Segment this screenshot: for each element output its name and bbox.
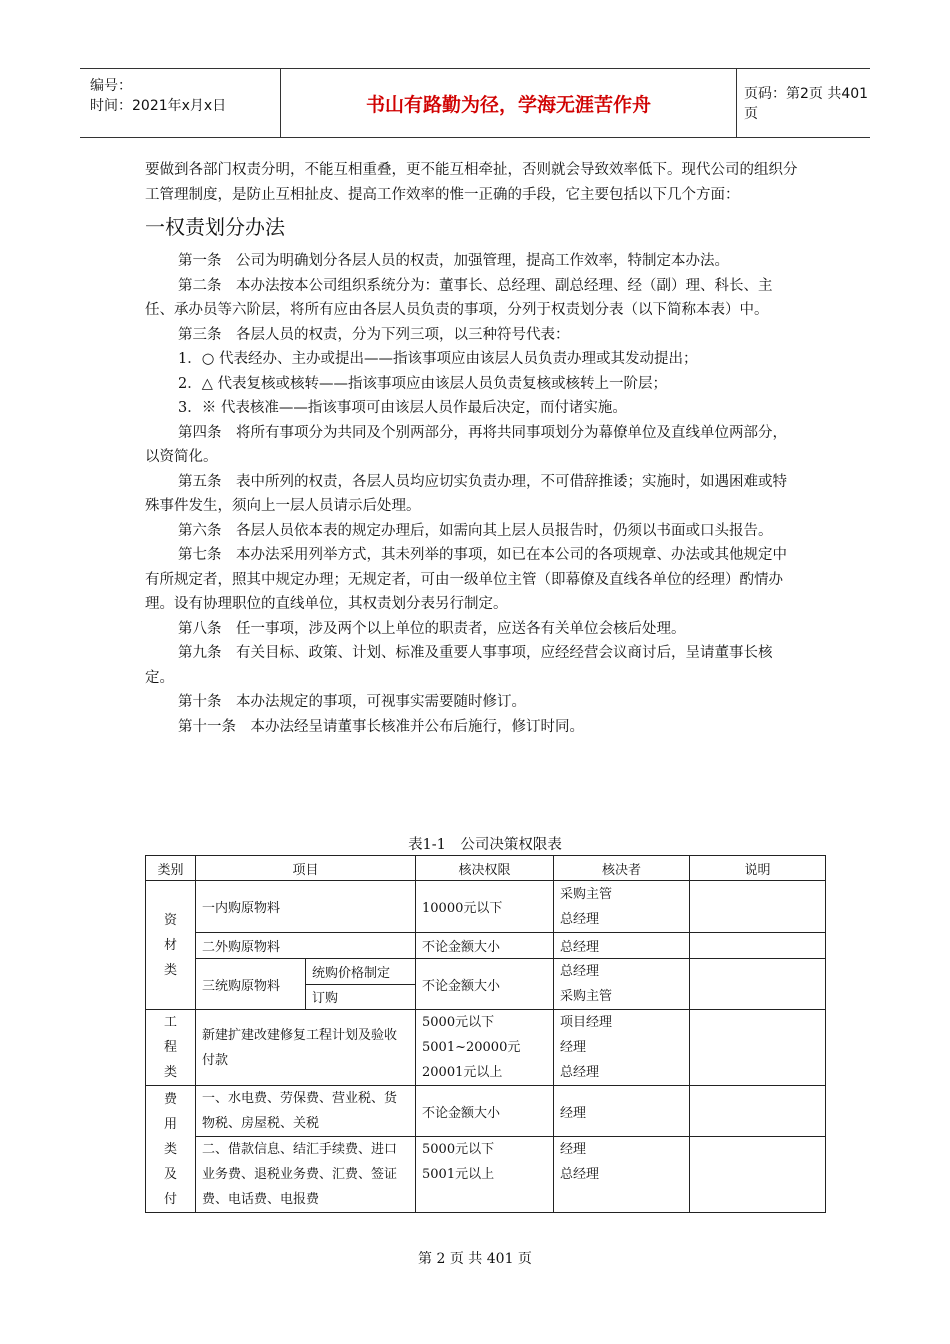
limit-cell: 不论金额大小 (416, 1086, 554, 1137)
remark-cell (690, 881, 826, 933)
article-7: 第七条 本办法采用列举方式，其未列举的事项，如已在本公司的各项规章、办法或其他规定中有所规定者，照其中规定办理；无规定者，可由一级单位主管（即幕僚及直线各单位的经理）酌情办理。设有协理职位的直线单位，其权责划分表另行制定。 (145, 547, 787, 612)
article-1: 第一条 公司为明确划分各层人员的权责，加强管理，提高工作效率，特制定本办法。 (178, 253, 729, 269)
subitem-cell: 订购 (306, 984, 416, 1010)
section-heading: 一权责划分办法 (145, 215, 285, 239)
symbol-item-1: 1．○ 代表经办、主办或提出——指该事项应由该层人员负责办理或其发动提出； (178, 351, 698, 367)
item-cell: 新建扩建改建修复工程计划及验收付款 (196, 1010, 416, 1086)
approver-cell: 经理 总经理 (554, 1137, 690, 1213)
remark-cell (690, 1010, 826, 1086)
article-2: 第二条 本办法按本公司组织系统分为：董事长、总经理、副总经理、经（副）理、科长、主任、承办员等六阶层，将所有应由各层人员负责的事项，分列于权责划分表（以下简称本表）中。 (145, 277, 773, 318)
doc-date: 时间：2021年x月x日 (90, 98, 227, 114)
remark-cell (690, 959, 826, 1010)
article-9: 第九条 有关目标、政策、计划、标准及重要人事事项，应经经营会议商讨后，呈请董事长核定。 (145, 645, 773, 686)
article-3: 第三条 各层人员的权责，分为下列三项，以三种符号代表： (178, 326, 570, 343)
table-caption: 表1-1 公司决策权限表 (408, 837, 562, 853)
page-header (80, 68, 870, 138)
doc-number-label: 编号： (90, 78, 132, 94)
subitem-cell: 统购价格制定 (306, 959, 416, 985)
category-materials: 资 材 类 (146, 881, 196, 1010)
table-header-row (146, 856, 826, 881)
header-left (80, 69, 280, 137)
header-page-info: 页码：第2页 共401页 (744, 86, 869, 122)
header-remark: 说明 (690, 856, 826, 881)
table-row (146, 881, 826, 933)
approver-cell: 经理 (554, 1086, 690, 1137)
category-expense: 费 用 类 及 付 (146, 1086, 196, 1213)
header-category: 类别 (146, 856, 196, 881)
header-limit: 核决权限 (416, 856, 554, 881)
article-11: 第十一条 本办法经呈请董事长核准并公布后施行，修订时同。 (178, 718, 584, 735)
table-row (146, 1086, 826, 1137)
article-5: 第五条 表中所列的权责，各层人员均应切实负责办理，不可借辞推诿；实施时，如遇困难或特殊事件发生，须向上一层人员请示后处理。 (145, 473, 787, 514)
decision-authority-table (145, 855, 826, 1213)
table-row (146, 959, 826, 985)
table-row (146, 1010, 826, 1086)
article-6: 第六条 各层人员依本表的规定办理后，如需向其上层人员报告时，仍须以书面或口头报告。 (178, 522, 773, 539)
approver-cell: 项目经理 经理 总经理 (554, 1010, 690, 1086)
article-4: 第四条 将所有事项分为共同及个别两部分，再将共同事项划分为幕僚单位及直线单位两部分，以资简化。 (145, 424, 787, 465)
header-slogan: 书山有路勤为径，学海无涯苦作舟 (280, 69, 737, 137)
article-8: 第八条 任一事项，涉及两个以上单位的职责者，应送各有关单位会核后处理。 (178, 620, 686, 637)
remark-cell (690, 1137, 826, 1213)
intro-paragraph: 要做到各部门权责分明，不能互相重叠，更不能互相牵扯，否则就会导致效率低下。现代公司的组织分工管理制度，是防止互相扯皮、提高工作效率的惟一正确的手段，它主要包括以下几个方面： (145, 162, 798, 203)
page-footer: 第 2 页 共 401 页 (418, 1251, 532, 1267)
approver-cell: 采购主管 总经理 (554, 881, 690, 933)
limit-cell: 不论金额大小 (416, 933, 554, 959)
approver-cell: 总经理 (554, 933, 690, 959)
limit-cell: 5000元以下 5001~20000元 20001元以上 (416, 1010, 554, 1086)
item-cell: 一内购原物料 (196, 881, 416, 933)
item-cell: 二、借款信息、结汇手续费、进口业务费、退税业务费、汇费、签证费、电话费、电报费 (196, 1137, 416, 1213)
item-cell: 二外购原物料 (196, 933, 416, 959)
remark-cell (690, 933, 826, 959)
header-item: 项目 (196, 856, 416, 881)
limit-cell: 5000元以下 5001元以上 (416, 1137, 554, 1213)
table-row (146, 933, 826, 959)
limit-cell: 不论金额大小 (416, 959, 554, 1010)
item-cell: 三统购原物料 (196, 959, 306, 1010)
table-row (146, 1137, 826, 1213)
header-approver: 核决者 (554, 856, 690, 881)
limit-cell: 10000元以下 (416, 881, 554, 933)
article-10: 第十条 本办法规定的事项，可视事实需要随时修订。 (178, 694, 526, 710)
symbol-item-3: 3．※ 代表核准——指该事项可由该层人员作最后决定，而付诸实施。 (178, 400, 627, 416)
document-body (145, 158, 800, 739)
approver-cell: 总经理 采购主管 (554, 959, 690, 1010)
item-cell: 一、水电费、劳保费、营业税、货物税、房屋税、关税 (196, 1086, 416, 1137)
category-engineering: 工 程 类 (146, 1010, 196, 1086)
symbol-item-2: 2．△ 代表复核或核转——指该事项应由该层人员负责复核或核转上一阶层； (178, 375, 667, 392)
remark-cell (690, 1086, 826, 1137)
